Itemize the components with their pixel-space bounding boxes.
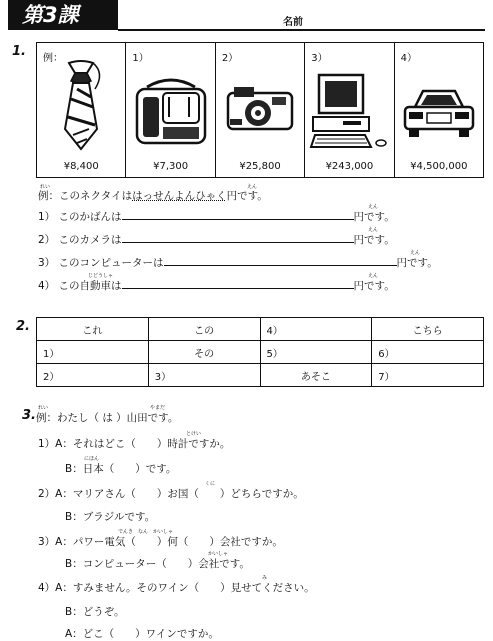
furigana-jidousha: じどうしゃ [88, 273, 114, 279]
furigana-en: えん [368, 273, 379, 279]
sentence-text: このコンピューターは [58, 257, 164, 269]
product-cell-2 [216, 43, 305, 177]
lesson-title: 第3課 [8, 0, 118, 30]
sentence-text: この自動車は [58, 280, 122, 292]
furigana: み [262, 575, 268, 581]
sentence-4 [38, 277, 395, 293]
table-row [37, 318, 484, 341]
question-2-number: 2. [16, 319, 30, 334]
furigana-en: えん [247, 184, 258, 190]
product-cell-example [37, 43, 126, 177]
q3-line-4b: B：どうぞ。 [65, 606, 125, 618]
question-1-number: 1. [12, 44, 26, 59]
furigana-en: えん [368, 204, 379, 210]
sentence-num: 2） [38, 234, 56, 246]
furigana: とけい [186, 431, 202, 437]
table-cell[interactable]: 4） [260, 318, 372, 341]
cell-label: 3） [311, 53, 328, 64]
price-label: ¥243,000 [325, 161, 374, 172]
table-cell: あそこ [260, 364, 372, 387]
sentence-num: 4） [38, 280, 56, 292]
q3-line-3a: 3）A：パワー電気（ ）何（ ）会社ですか。 [38, 536, 283, 548]
sentence-end: 円です。 [353, 234, 395, 246]
header-rule [118, 29, 485, 31]
furigana: にほん [84, 456, 100, 462]
sentence-2 [38, 231, 395, 247]
table-row [37, 341, 484, 364]
table-cell: その [148, 341, 260, 364]
product-cell-1 [126, 43, 215, 177]
table-cell: これ [37, 318, 149, 341]
q3-example: 例：わたし（ は ）山田です。 [36, 412, 179, 424]
question-3-number: 3. [22, 408, 36, 423]
sentence-text: このかばんは [58, 211, 122, 223]
sentence-end: 円です。 [353, 280, 395, 292]
answer-blank[interactable] [122, 277, 354, 289]
answer-blank[interactable] [122, 231, 354, 243]
furigana-en: えん [410, 250, 421, 256]
furigana: くに [205, 481, 216, 487]
name-label: 名前 [283, 17, 303, 28]
bag-icon [133, 71, 209, 151]
sentence-text: このカメラは [58, 234, 122, 246]
cell-label: 1） [132, 53, 149, 64]
table-row [37, 364, 484, 387]
q3-line-4a: 4）A：すみません。そのワイン（ ）見せてください。 [38, 582, 315, 594]
q3-line-1b: B：日本（ ）です。 [65, 463, 177, 475]
furigana: かいしゃ [208, 551, 229, 557]
table-cell[interactable]: 5） [260, 341, 372, 364]
cell-label: 4） [400, 53, 417, 64]
price-label: ¥8,400 [63, 161, 99, 172]
camera-icon [224, 83, 296, 133]
sentence-num: 3） [38, 257, 56, 269]
q3-line-3b: B：コンピューター（ ）会社です。 [65, 558, 250, 570]
furigana-en: えん [368, 227, 379, 233]
computer-icon [309, 73, 389, 153]
product-panel [36, 42, 484, 178]
sentence-end: 円です。 [396, 257, 438, 269]
table-cell[interactable]: 3） [148, 364, 260, 387]
table-cell[interactable]: 2） [37, 364, 149, 387]
table-cell[interactable]: 7） [372, 364, 484, 387]
sentence-end: 円です。 [353, 211, 395, 223]
example-suffix: 円です。 [226, 190, 268, 202]
q3-line-2a: 2）A：マリアさん（ ）お国（ ）どちらですか。 [38, 488, 304, 500]
furigana-rei: れい [40, 184, 51, 190]
table-cell: こちら [372, 318, 484, 341]
car-icon [401, 85, 477, 141]
furigana: でんき なん かいしゃ [118, 529, 174, 535]
sentence-num: 1） [38, 211, 56, 223]
q3-line-4c: A：どこ（ ）ワインですか。 [65, 628, 219, 640]
price-label: ¥25,800 [239, 161, 281, 172]
furigana-rei: れい [38, 405, 49, 411]
price-label: ¥4,500,000 [410, 161, 468, 172]
furigana-yamada: やまだ [150, 405, 166, 411]
price-label: ¥7,300 [153, 161, 189, 172]
answer-blank[interactable] [122, 208, 354, 220]
example-prefix: 例：このネクタイは [38, 190, 133, 202]
table-cell[interactable]: 1） [37, 341, 149, 364]
table-cell: この [148, 318, 260, 341]
product-cell-4 [395, 43, 483, 177]
cell-label: 例： [43, 53, 63, 64]
demonstratives-table [36, 317, 484, 387]
cell-label: 2） [221, 53, 239, 64]
answer-blank[interactable] [164, 254, 397, 266]
example-sentence [38, 188, 268, 203]
q3-line-1a: 1）A：それはどこ（ ）時計ですか。 [38, 438, 231, 450]
table-cell[interactable]: 6） [372, 341, 484, 364]
example-answer: はっせんよんひゃく [132, 190, 227, 202]
product-cell-3 [305, 43, 394, 177]
q3-line-2b: B：ブラジルです。 [65, 511, 156, 523]
sentence-1 [38, 208, 395, 224]
sentence-3 [38, 254, 438, 270]
necktie-icon [51, 59, 111, 155]
